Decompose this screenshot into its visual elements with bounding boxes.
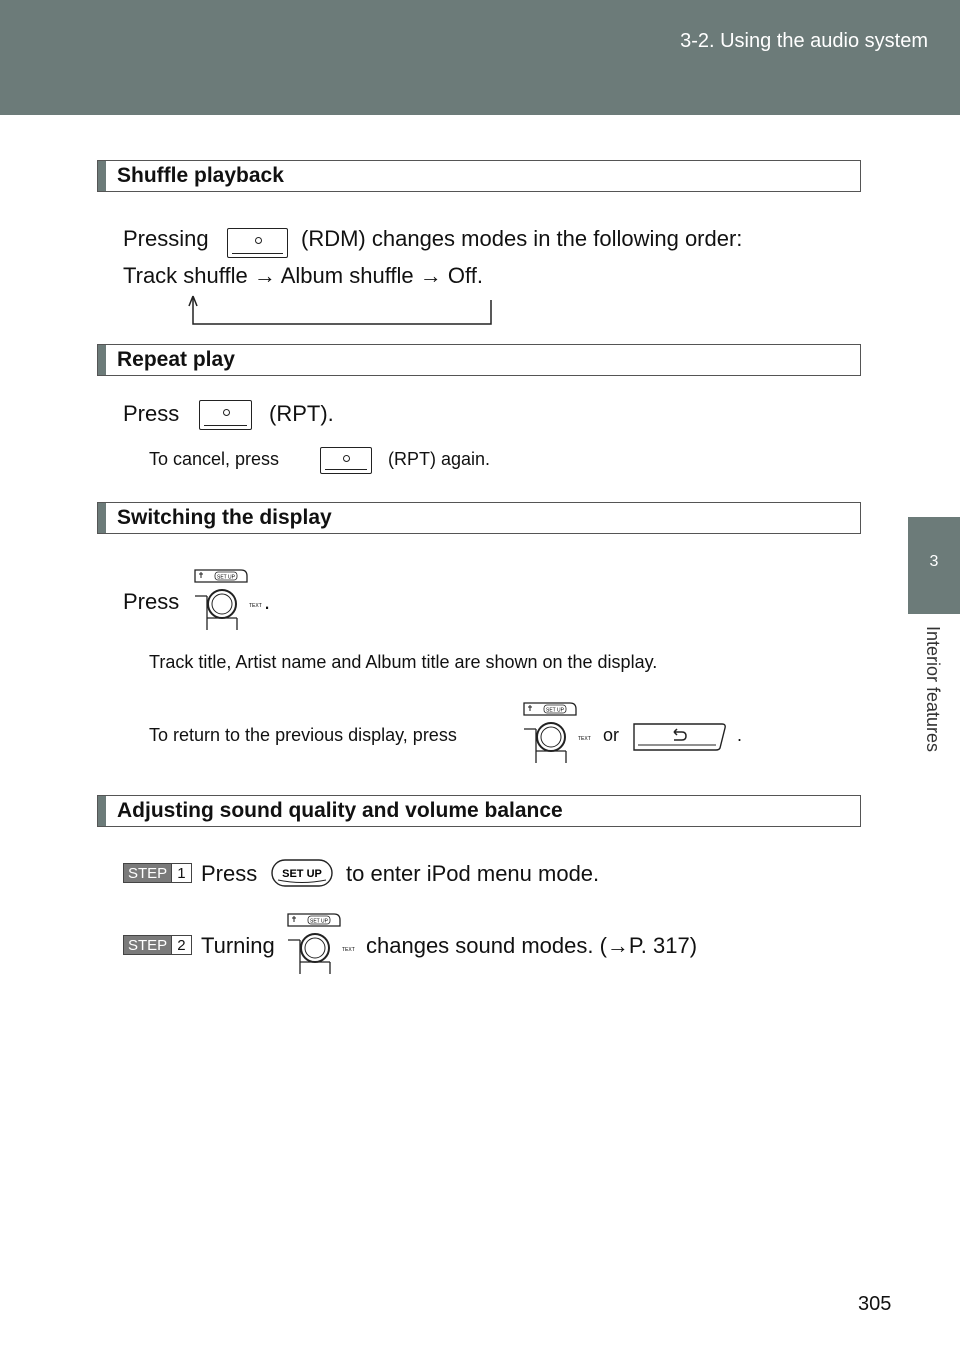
chapter-label: Interior features bbox=[923, 626, 943, 753]
rdm-button-icon bbox=[227, 228, 288, 258]
section-title: Switching the display bbox=[117, 506, 332, 529]
repeat-press-text: Press bbox=[123, 401, 180, 426]
step-label: STEP bbox=[123, 935, 172, 955]
step-number: 1 bbox=[172, 863, 191, 883]
step1-instruction-text: to enter iPod menu mode. bbox=[346, 861, 600, 886]
off-text: Off. bbox=[447, 263, 483, 288]
or-text: or bbox=[603, 725, 620, 745]
step-label: STEP bbox=[123, 863, 172, 883]
setup-label: SET UP bbox=[310, 918, 328, 925]
step2-instruction-text: changes sound modes. (→P. 317) bbox=[366, 933, 698, 958]
repeat-again-text: (RPT) again. bbox=[388, 449, 491, 469]
arrow-right-icon: → bbox=[419, 263, 442, 288]
period-text: . bbox=[264, 589, 271, 614]
page-header bbox=[0, 0, 960, 115]
section-heading-display bbox=[97, 502, 861, 534]
shuffle-sequence bbox=[123, 263, 483, 289]
loop-back-arrow-icon bbox=[185, 294, 497, 326]
setup-label: SET UP bbox=[282, 868, 322, 880]
section-heading-sound bbox=[97, 795, 861, 827]
arrow-right-icon: → bbox=[253, 263, 276, 288]
text-label: TEXT bbox=[249, 603, 262, 609]
step-badge bbox=[123, 935, 192, 955]
shuffle-order-text: (RDM) changes modes in the following order: bbox=[301, 226, 743, 251]
step1-press-text: Press bbox=[201, 861, 258, 886]
step-badge bbox=[123, 863, 192, 883]
setup-label: SET UP bbox=[217, 574, 235, 581]
album-shuffle-text: Album shuffle bbox=[280, 263, 414, 288]
display-press-text: Press bbox=[123, 589, 180, 614]
rpt-label-text: (RPT). bbox=[269, 401, 334, 426]
section-title: Adjusting sound quality and volume balance bbox=[117, 799, 563, 822]
rpt-button-icon bbox=[320, 447, 372, 474]
step2-turning-text: Turning bbox=[201, 933, 275, 958]
section-heading-shuffle bbox=[97, 160, 861, 192]
display-note-text: Track title, Artist name and Album title are shown on the display. bbox=[149, 652, 658, 672]
header-section-title: 3-2. Using the audio system bbox=[680, 30, 928, 52]
track-shuffle-text: Track shuffle bbox=[123, 263, 248, 288]
setup-label: SET UP bbox=[546, 707, 564, 714]
shuffle-pressing-text: Pressing bbox=[123, 226, 209, 251]
page-number: 305 bbox=[858, 1293, 892, 1315]
text-label: TEXT bbox=[578, 736, 591, 742]
setup-button-icon bbox=[270, 858, 334, 888]
section-title: Shuffle playback bbox=[117, 164, 284, 187]
chapter-tab bbox=[908, 517, 960, 614]
back-button-icon bbox=[632, 722, 728, 752]
period-text: . bbox=[737, 725, 743, 745]
tune-knob-icon bbox=[193, 566, 265, 632]
heading-accent-bar bbox=[98, 503, 106, 533]
section-title: Repeat play bbox=[117, 348, 235, 371]
tune-knob-icon bbox=[522, 699, 594, 765]
chapter-number: 3 bbox=[929, 553, 939, 570]
return-display-text: To return to the previous display, press bbox=[149, 725, 457, 745]
text-label: TEXT bbox=[342, 947, 355, 953]
repeat-cancel-text: To cancel, press bbox=[149, 449, 280, 469]
heading-accent-bar bbox=[98, 345, 106, 375]
section-heading-repeat bbox=[97, 344, 861, 376]
tune-knob-icon bbox=[286, 910, 358, 976]
step-number: 2 bbox=[172, 935, 191, 955]
heading-accent-bar bbox=[98, 161, 106, 191]
heading-accent-bar bbox=[98, 796, 106, 826]
rpt-button-icon bbox=[199, 400, 252, 430]
